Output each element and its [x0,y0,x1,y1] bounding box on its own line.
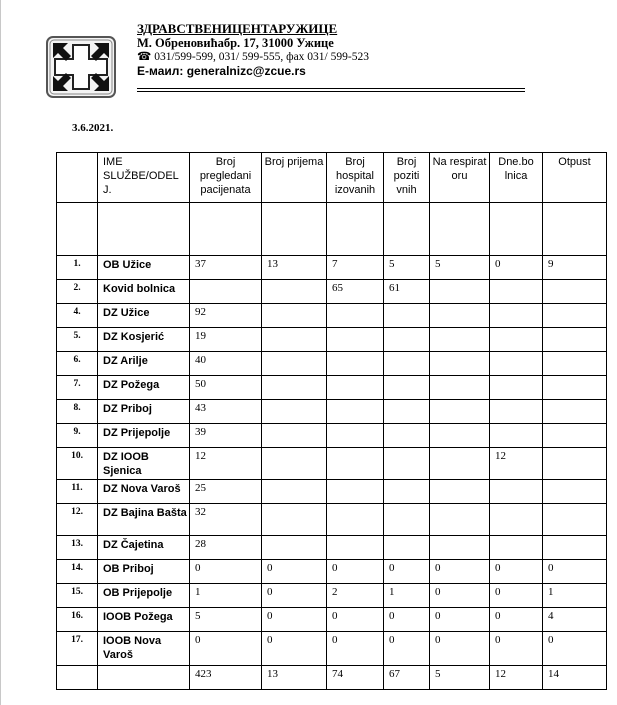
table-cell [327,328,384,352]
table-cell [543,480,607,504]
row-number: 4. [57,304,98,328]
table-cell: 1 [190,584,262,608]
row-number: 11. [57,480,98,504]
table-cell [543,424,607,448]
table-cell: 0 [543,632,607,666]
table-cell [490,304,543,328]
column-header: Broj pregledani pacijenata [190,153,262,203]
report-date: 3.6.2021. [72,122,114,134]
table-cell: 9 [543,256,607,280]
table-cell [262,448,327,480]
organization-email: Е-маил: generalnizc@zcue.rs [137,64,306,78]
table-cell: 39 [190,424,262,448]
table-cell [543,203,607,256]
table-cell [262,424,327,448]
table-cell: 1 [384,584,430,608]
table-cell [543,536,607,560]
row-number: 2. [57,280,98,304]
table-cell [430,376,490,400]
row-number: 1. [57,256,98,280]
table-cell: 25 [190,480,262,504]
column-header: Broj poziti vnih [384,153,430,203]
table-row [57,666,607,690]
table-cell: 7 [327,256,384,280]
table-cell: 92 [190,304,262,328]
table-cell [384,536,430,560]
table-cell [490,424,543,448]
service-name: DZ IOOB Sjenica [98,448,190,480]
table-cell [262,400,327,424]
table-cell: 0 [430,608,490,632]
page-edge [0,0,1,705]
table-cell [384,480,430,504]
table-row [57,203,607,256]
table-cell [262,480,327,504]
table-cell: 14 [543,666,607,690]
service-name: DZ Priboj [98,400,190,424]
service-name: IOOB Nova Varoš [98,632,190,666]
table-cell [430,203,490,256]
table-cell [543,376,607,400]
table-cell [384,203,430,256]
table-cell: 0 [327,632,384,666]
column-header: Na respirat oru [430,153,490,203]
row-number: 5. [57,328,98,352]
table-cell [190,280,262,304]
table-row [57,256,607,280]
table-cell [327,448,384,480]
table-cell [543,352,607,376]
row-number: 12. [57,504,98,536]
table-cell [430,400,490,424]
table-cell: 0 [190,632,262,666]
table-cell [384,424,430,448]
table-cell [490,203,543,256]
table-row [57,584,607,608]
table-cell: 5 [384,256,430,280]
patient-statistics-table [56,152,607,690]
table-cell: 65 [327,280,384,304]
table-cell [327,203,384,256]
table-cell: 74 [327,666,384,690]
table-cell [262,504,327,536]
table-cell [430,504,490,536]
table-cell [384,328,430,352]
table-cell [430,328,490,352]
table-cell: 67 [384,666,430,690]
table-cell [384,400,430,424]
service-name: OB Užice [98,256,190,280]
table-cell: 1 [543,584,607,608]
table-cell: 4 [543,608,607,632]
table-cell [490,536,543,560]
table-row [57,480,607,504]
table-row [57,608,607,632]
table-cell: 13 [262,666,327,690]
table-cell [384,304,430,328]
table-cell: 0 [490,560,543,584]
service-name [98,203,190,256]
table-cell [190,203,262,256]
table-cell [430,352,490,376]
table-cell: 32 [190,504,262,536]
table-cell [327,504,384,536]
table-cell: 0 [384,608,430,632]
table-cell: 12 [190,448,262,480]
column-header: IME SLUŽBE/ODEL J. [98,153,190,203]
table-cell: 37 [190,256,262,280]
service-name: DZ Bajina Bašta [98,504,190,536]
table-cell [262,328,327,352]
table-cell: 0 [490,608,543,632]
table-cell [262,280,327,304]
table-cell: 0 [384,632,430,666]
table-row [57,536,607,560]
column-header: Dne.bo lnica [490,153,543,203]
table-cell [262,376,327,400]
table-cell [384,448,430,480]
row-number: 7. [57,376,98,400]
table-cell: 0 [190,560,262,584]
service-name [98,666,190,690]
table-cell [490,328,543,352]
table-cell [490,400,543,424]
table-row [57,424,607,448]
table-cell [262,304,327,328]
row-number: 8. [57,400,98,424]
table-cell: 0 [543,560,607,584]
table-cell: 0 [430,560,490,584]
table-row [57,448,607,480]
service-name: DZ Arilje [98,352,190,376]
table-cell [430,536,490,560]
organization-address: М. Обреновићабр. 17, 31000 Ужице [137,36,334,50]
service-name: DZ Čajetina [98,536,190,560]
table-cell: 0 [327,608,384,632]
letterhead-rule [137,88,525,89]
table-cell: 43 [190,400,262,424]
table-cell: 0 [262,560,327,584]
health-center-logo [46,36,116,98]
row-number [57,203,98,256]
table-cell [543,504,607,536]
table-cell [327,304,384,328]
table-cell: 0 [384,560,430,584]
table-cell [262,352,327,376]
table-cell [543,280,607,304]
table-cell [490,376,543,400]
table-row [57,632,607,666]
organization-phone: ☎ 031/599-599, 031/ 599-555, фах 031/ 599-523 [137,51,369,63]
organization-name: ЗДРАВСТВЕНИЦЕНТАРУЖИЦЕ [137,21,338,36]
table-cell: 0 [327,560,384,584]
service-name: OB Prijepolje [98,584,190,608]
table-row [57,376,607,400]
table-cell: 0 [430,632,490,666]
table-cell: 12 [490,448,543,480]
table-row [57,560,607,584]
table-cell [543,400,607,424]
table-cell [430,480,490,504]
table-header-row [57,153,607,203]
table-cell: 423 [190,666,262,690]
column-header [57,153,98,203]
table-cell [327,352,384,376]
row-number: 16. [57,608,98,632]
table-cell: 12 [490,666,543,690]
table-cell [490,504,543,536]
table-cell: 0 [430,584,490,608]
table-cell [543,448,607,480]
service-name: OB Priboj [98,560,190,584]
table-cell: 40 [190,352,262,376]
table-cell: 0 [262,632,327,666]
service-name: DZ Kosjerić [98,328,190,352]
table-cell [262,536,327,560]
service-name: DZ Užice [98,304,190,328]
table-cell: 50 [190,376,262,400]
table-cell [327,376,384,400]
column-header: Otpust [543,153,607,203]
table-cell [384,352,430,376]
table-cell [327,400,384,424]
table-row [57,304,607,328]
column-header: Broj hospital izovanih [327,153,384,203]
table-cell [543,304,607,328]
table-cell: 13 [262,256,327,280]
table-cell [430,448,490,480]
table-cell [384,504,430,536]
table-row [57,400,607,424]
table-cell: 0 [262,584,327,608]
table-cell [430,280,490,304]
table-cell: 28 [190,536,262,560]
table-row [57,504,607,536]
table-cell [430,304,490,328]
column-header: Broj prijema [262,153,327,203]
row-number: 9. [57,424,98,448]
table-cell: 2 [327,584,384,608]
table-cell: 0 [262,608,327,632]
row-number: 15. [57,584,98,608]
table-cell: 5 [430,256,490,280]
table-cell: 0 [490,256,543,280]
letterhead [137,22,369,78]
table-cell: 0 [490,632,543,666]
table-cell [384,376,430,400]
table-cell [490,480,543,504]
service-name: Kovid bolnica [98,280,190,304]
table-cell: 19 [190,328,262,352]
table-row [57,328,607,352]
row-number: 14. [57,560,98,584]
row-number: 10. [57,448,98,480]
table-row [57,280,607,304]
row-number: 13. [57,536,98,560]
service-name: IOOB Požega [98,608,190,632]
row-number: 17. [57,632,98,666]
service-name: DZ Prijepolje [98,424,190,448]
row-number [57,666,98,690]
table-cell [327,480,384,504]
table-cell [543,328,607,352]
table-cell [490,280,543,304]
table-cell: 5 [430,666,490,690]
table-row [57,352,607,376]
service-name: DZ Požega [98,376,190,400]
letterhead-rule-thin [137,91,525,92]
service-name: DZ Nova Varoš [98,480,190,504]
table-cell [262,203,327,256]
table-cell [327,424,384,448]
table-cell [327,536,384,560]
row-number: 6. [57,352,98,376]
table-cell: 61 [384,280,430,304]
table-cell [430,424,490,448]
table-cell: 5 [190,608,262,632]
table-cell: 0 [490,584,543,608]
table-cell [490,352,543,376]
